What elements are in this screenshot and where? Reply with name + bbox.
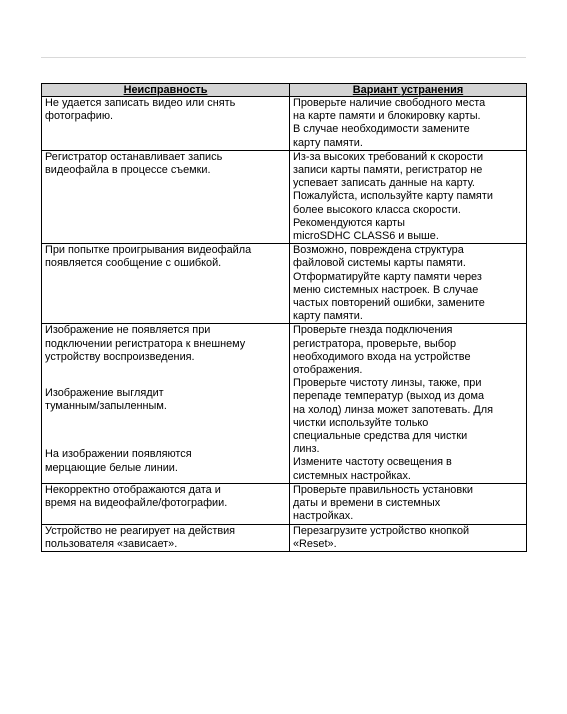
- solution-cell: [290, 483, 527, 524]
- problem-text: На изображении появляются: [45, 448, 192, 461]
- solution-text: Из-за высоких требований к скорости: [293, 150, 484, 163]
- problem-cell: [42, 97, 290, 151]
- solution-cell: [290, 97, 527, 151]
- spacer: [45, 364, 286, 387]
- problem-text: видеофайла в процессе съемки.: [45, 164, 211, 177]
- spacer: [45, 436, 286, 448]
- solution-text: на холод) линза может запотевать. Для: [293, 403, 493, 416]
- solution-text: более высокого класса скорости.: [293, 203, 461, 216]
- problem-text: время на видеофайле/фотографии.: [45, 497, 228, 510]
- table-row: [42, 97, 527, 151]
- table-row: [42, 244, 527, 324]
- solution-text: настройках.: [293, 510, 354, 523]
- problem-text: подключении регистратора к внешнему: [45, 337, 246, 350]
- problem-text: Регистратор останавливает запись: [45, 150, 223, 163]
- solution-text: меню системных настроек. В случае: [293, 283, 479, 296]
- solution-cell: [290, 324, 527, 483]
- problem-cell: [42, 324, 290, 483]
- problem-cell: [42, 150, 290, 243]
- table-row: [42, 150, 527, 243]
- solution-cell: [290, 244, 527, 324]
- solution-text: системных настройках.: [293, 469, 411, 482]
- solution-text: Измените частоту освещения в: [293, 456, 452, 469]
- column-header-solution: Вариант устранения: [290, 84, 527, 97]
- table-header-row: [42, 84, 527, 97]
- solution-text: «Reset».: [293, 537, 337, 550]
- solution-text: Пожалуйста, используйте карту памяти: [293, 190, 493, 203]
- solution-text: Возможно, повреждена структура: [293, 244, 464, 257]
- spacer: [45, 413, 286, 436]
- problem-text: устройству воспроизведения.: [45, 350, 195, 363]
- solution-text: записи карты памяти, регистратор не: [293, 164, 483, 177]
- problem-text: туманным/запыленным.: [45, 400, 167, 413]
- problem-cell: [42, 524, 290, 551]
- solution-text: карту памяти.: [293, 310, 363, 323]
- solution-text: Перезагрузите устройство кнопкой: [293, 524, 470, 537]
- solution-text: Проверьте чистоту линзы, также, при: [293, 377, 482, 390]
- problem-text: фотографию.: [45, 110, 114, 123]
- problem-text: мерцающие белые линии.: [45, 461, 178, 474]
- solution-text: чистки используйте только: [293, 416, 429, 429]
- table-row: [42, 524, 527, 551]
- troubleshooting-table: [41, 83, 527, 552]
- problem-text: Не удается записать видео или снять: [45, 97, 236, 109]
- problem-text: появляется сообщение с ошибкой.: [45, 257, 222, 270]
- solution-text: специальные средства для чистки: [293, 430, 468, 443]
- solution-text: на карте памяти и блокировку карты.: [293, 110, 481, 123]
- problem-text: Изображение не появляется при: [45, 324, 211, 337]
- solution-text: перепаде температур (выход из дома: [293, 390, 485, 403]
- solution-text: файловой системы карты памяти.: [293, 257, 466, 270]
- problem-text: При попытке проигрывания видеофайла: [45, 244, 252, 257]
- solution-text: Проверьте правильность установки: [293, 483, 473, 496]
- solution-text: microSDHC CLASS6 и выше.: [293, 230, 439, 243]
- solution-text: необходимого входа на устройстве: [293, 350, 471, 363]
- problem-text: пользователя «зависает».: [45, 537, 178, 550]
- solution-text: отображения.: [293, 364, 363, 377]
- solution-text: Рекомендуются карты: [293, 216, 406, 229]
- problem-text: Некорректно отображаются дата и: [45, 483, 221, 496]
- problem-text: Устройство не реагирует на действия: [45, 524, 236, 537]
- solution-text: Отформатируйте карту памяти через: [293, 270, 482, 283]
- solution-cell: [290, 524, 527, 551]
- solution-text: карту памяти.: [293, 136, 363, 149]
- table-row: [42, 483, 527, 524]
- solution-cell: [290, 150, 527, 243]
- solution-text: Проверьте наличие свободного места: [293, 97, 486, 109]
- column-header-problem: Неисправность: [42, 84, 290, 97]
- solution-text: регистратора, проверьте, выбор: [293, 337, 457, 350]
- problem-text: Изображение выглядит: [45, 387, 164, 400]
- problem-cell: [42, 244, 290, 324]
- solution-text: Проверьте гнезда подключения: [293, 324, 453, 337]
- solution-text: даты и времени в системных: [293, 497, 441, 510]
- solution-text: В случае необходимости замените: [293, 123, 470, 136]
- solution-text: частых повторений ошибки, замените: [293, 297, 485, 310]
- solution-text: успевает записать данные на карту.: [293, 177, 475, 190]
- solution-text: линз.: [293, 443, 320, 456]
- header-divider: [41, 57, 526, 58]
- table-row: [42, 324, 527, 483]
- problem-cell: [42, 483, 290, 524]
